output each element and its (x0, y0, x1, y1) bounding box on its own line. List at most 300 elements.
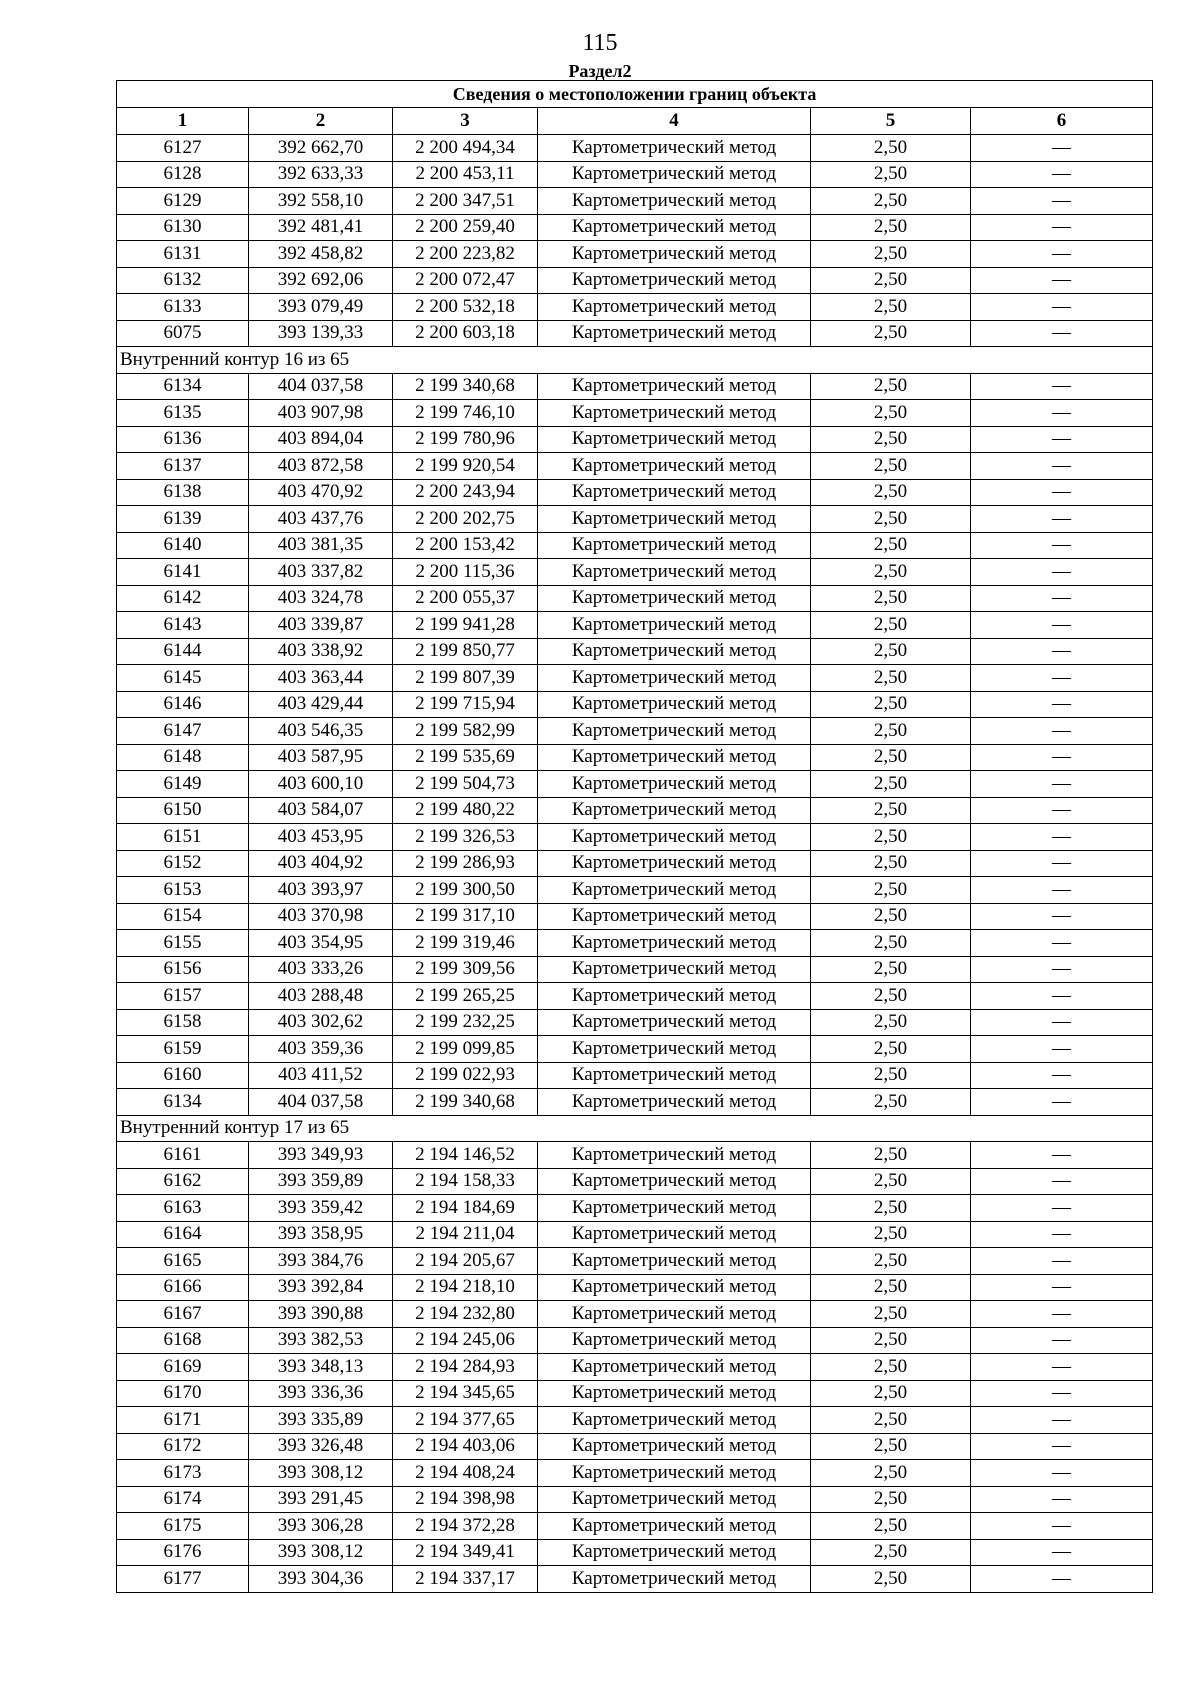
method-cell: Картометрический метод (538, 1248, 811, 1275)
x-coordinate-cell: 393 308,12 (249, 1539, 393, 1566)
point-number-cell: 6153 (117, 877, 249, 904)
description-cell: — (971, 1301, 1153, 1328)
x-coordinate-cell: 393 349,93 (249, 1142, 393, 1169)
y-coordinate-cell: 2 194 245,06 (393, 1327, 538, 1354)
description-cell: — (971, 559, 1153, 586)
y-coordinate-cell: 2 199 099,85 (393, 1036, 538, 1063)
method-cell: Картометрический метод (538, 161, 811, 188)
description-cell: — (971, 1354, 1153, 1381)
accuracy-cell: 2,50 (811, 1380, 971, 1407)
table-row (117, 1380, 1153, 1407)
x-coordinate-cell: 393 336,36 (249, 1380, 393, 1407)
y-coordinate-cell: 2 199 340,68 (393, 1089, 538, 1116)
point-number-cell: 6170 (117, 1380, 249, 1407)
page-number: 115 (582, 30, 618, 56)
description-cell: — (971, 161, 1153, 188)
point-number-cell: 6171 (117, 1407, 249, 1434)
point-number-cell: 6142 (117, 585, 249, 612)
table-row (117, 1407, 1153, 1434)
y-coordinate-cell: 2 194 345,65 (393, 1380, 538, 1407)
table-row (117, 1036, 1153, 1063)
column-number-1: 1 (117, 108, 249, 135)
accuracy-cell: 2,50 (811, 267, 971, 294)
x-coordinate-cell: 403 381,35 (249, 532, 393, 559)
table-row (117, 1274, 1153, 1301)
description-cell: — (971, 426, 1153, 453)
y-coordinate-cell: 2 199 582,99 (393, 718, 538, 745)
method-cell: Картометрический метод (538, 797, 811, 824)
y-coordinate-cell: 2 199 746,10 (393, 400, 538, 427)
method-cell: Картометрический метод (538, 638, 811, 665)
accuracy-cell: 2,50 (811, 135, 971, 162)
y-coordinate-cell: 2 199 480,22 (393, 797, 538, 824)
y-coordinate-cell: 2 199 300,50 (393, 877, 538, 904)
description-cell: — (971, 188, 1153, 215)
table-row (117, 691, 1153, 718)
description-cell: — (971, 1513, 1153, 1540)
x-coordinate-cell: 403 411,52 (249, 1062, 393, 1089)
method-cell: Картометрический метод (538, 1327, 811, 1354)
accuracy-cell: 2,50 (811, 956, 971, 983)
description-cell: — (971, 1407, 1153, 1434)
x-coordinate-cell: 403 437,76 (249, 506, 393, 533)
point-number-cell: 6150 (117, 797, 249, 824)
table-body (117, 135, 1153, 1593)
method-cell: Картометрический метод (538, 612, 811, 639)
description-cell: — (971, 903, 1153, 930)
x-coordinate-cell: 403 337,82 (249, 559, 393, 586)
description-cell: — (971, 506, 1153, 533)
accuracy-cell: 2,50 (811, 1195, 971, 1222)
method-cell: Картометрический метод (538, 267, 811, 294)
method-cell: Картометрический метод (538, 1407, 811, 1434)
description-cell: — (971, 824, 1153, 851)
y-coordinate-cell: 2 200 055,37 (393, 585, 538, 612)
accuracy-cell: 2,50 (811, 612, 971, 639)
description-cell: — (971, 744, 1153, 771)
x-coordinate-cell: 403 338,92 (249, 638, 393, 665)
method-cell: Картометрический метод (538, 1089, 811, 1116)
x-coordinate-cell: 393 306,28 (249, 1513, 393, 1540)
method-cell: Картометрический метод (538, 1460, 811, 1487)
table-caption: Сведения о местоположении границ объекта (117, 81, 1153, 108)
point-number-cell: 6129 (117, 188, 249, 215)
caption-row (117, 81, 1153, 108)
table-row (117, 744, 1153, 771)
y-coordinate-cell: 2 194 284,93 (393, 1354, 538, 1381)
y-coordinate-cell: 2 194 408,24 (393, 1460, 538, 1487)
description-cell: — (971, 1009, 1153, 1036)
point-number-cell: 6158 (117, 1009, 249, 1036)
table-row (117, 1433, 1153, 1460)
coordinates-table (116, 80, 1153, 1593)
x-coordinate-cell: 393 326,48 (249, 1433, 393, 1460)
y-coordinate-cell: 2 194 372,28 (393, 1513, 538, 1540)
x-coordinate-cell: 403 302,62 (249, 1009, 393, 1036)
method-cell: Картометрический метод (538, 744, 811, 771)
y-coordinate-cell: 2 194 377,65 (393, 1407, 538, 1434)
table-row (117, 983, 1153, 1010)
y-coordinate-cell: 2 200 153,42 (393, 532, 538, 559)
x-coordinate-cell: 393 382,53 (249, 1327, 393, 1354)
table-row (117, 1354, 1153, 1381)
point-number-cell: 6127 (117, 135, 249, 162)
y-coordinate-cell: 2 199 715,94 (393, 691, 538, 718)
x-coordinate-cell: 392 692,06 (249, 267, 393, 294)
method-cell: Картометрический метод (538, 1036, 811, 1063)
accuracy-cell: 2,50 (811, 1301, 971, 1328)
table-row (117, 320, 1153, 347)
accuracy-cell: 2,50 (811, 1248, 971, 1275)
accuracy-cell: 2,50 (811, 1460, 971, 1487)
description-cell: — (971, 983, 1153, 1010)
point-number-cell: 6164 (117, 1221, 249, 1248)
y-coordinate-cell: 2 194 398,98 (393, 1486, 538, 1513)
point-number-cell: 6075 (117, 320, 249, 347)
column-number-6: 6 (971, 108, 1153, 135)
description-cell: — (971, 1221, 1153, 1248)
accuracy-cell: 2,50 (811, 824, 971, 851)
method-cell: Картометрический метод (538, 559, 811, 586)
description-cell: — (971, 373, 1153, 400)
point-number-cell: 6175 (117, 1513, 249, 1540)
table-row (117, 585, 1153, 612)
y-coordinate-cell: 2 200 347,51 (393, 188, 538, 215)
table-row (117, 612, 1153, 639)
accuracy-cell: 2,50 (811, 214, 971, 241)
point-number-cell: 6135 (117, 400, 249, 427)
accuracy-cell: 2,50 (811, 1089, 971, 1116)
y-coordinate-cell: 2 199 326,53 (393, 824, 538, 851)
y-coordinate-cell: 2 199 850,77 (393, 638, 538, 665)
x-coordinate-cell: 393 308,12 (249, 1460, 393, 1487)
description-cell: — (971, 400, 1153, 427)
accuracy-cell: 2,50 (811, 1407, 971, 1434)
x-coordinate-cell: 403 363,44 (249, 665, 393, 692)
description-cell: — (971, 930, 1153, 957)
x-coordinate-cell: 393 384,76 (249, 1248, 393, 1275)
description-cell: — (971, 1433, 1153, 1460)
method-cell: Картометрический метод (538, 532, 811, 559)
accuracy-cell: 2,50 (811, 400, 971, 427)
x-coordinate-cell: 403 453,95 (249, 824, 393, 851)
description-cell: — (971, 585, 1153, 612)
y-coordinate-cell: 2 199 807,39 (393, 665, 538, 692)
accuracy-cell: 2,50 (811, 983, 971, 1010)
table-row (117, 135, 1153, 162)
x-coordinate-cell: 403 370,98 (249, 903, 393, 930)
x-coordinate-cell: 403 600,10 (249, 771, 393, 798)
table-row (117, 1539, 1153, 1566)
method-cell: Картометрический метод (538, 1539, 811, 1566)
method-cell: Картометрический метод (538, 983, 811, 1010)
point-number-cell: 6147 (117, 718, 249, 745)
description-cell: — (971, 241, 1153, 268)
method-cell: Картометрический метод (538, 1195, 811, 1222)
y-coordinate-cell: 2 200 453,11 (393, 161, 538, 188)
contour-header-row (117, 347, 1153, 374)
point-number-cell: 6137 (117, 453, 249, 480)
x-coordinate-cell: 392 481,41 (249, 214, 393, 241)
method-cell: Картометрический метод (538, 1301, 811, 1328)
table-row (117, 850, 1153, 877)
description-cell: — (971, 1142, 1153, 1169)
point-number-cell: 6143 (117, 612, 249, 639)
table-row (117, 718, 1153, 745)
y-coordinate-cell: 2 200 243,94 (393, 479, 538, 506)
x-coordinate-cell: 404 037,58 (249, 373, 393, 400)
column-number-4: 4 (538, 108, 811, 135)
table-row (117, 1248, 1153, 1275)
y-coordinate-cell: 2 199 941,28 (393, 612, 538, 639)
x-coordinate-cell: 392 458,82 (249, 241, 393, 268)
accuracy-cell: 2,50 (811, 1566, 971, 1593)
description-cell: — (971, 1062, 1153, 1089)
point-number-cell: 6134 (117, 1089, 249, 1116)
description-cell: — (971, 612, 1153, 639)
description-cell: — (971, 479, 1153, 506)
point-number-cell: 6174 (117, 1486, 249, 1513)
x-coordinate-cell: 403 429,44 (249, 691, 393, 718)
table-row (117, 1221, 1153, 1248)
point-number-cell: 6130 (117, 214, 249, 241)
table-row (117, 1566, 1153, 1593)
x-coordinate-cell: 403 872,58 (249, 453, 393, 480)
accuracy-cell: 2,50 (811, 797, 971, 824)
accuracy-cell: 2,50 (811, 320, 971, 347)
y-coordinate-cell: 2 194 211,04 (393, 1221, 538, 1248)
column-number-2: 2 (249, 108, 393, 135)
method-cell: Картометрический метод (538, 1142, 811, 1169)
method-cell: Картометрический метод (538, 1009, 811, 1036)
accuracy-cell: 2,50 (811, 718, 971, 745)
method-cell: Картометрический метод (538, 585, 811, 612)
x-coordinate-cell: 393 139,33 (249, 320, 393, 347)
table-row (117, 930, 1153, 957)
table-row (117, 771, 1153, 798)
table-row (117, 877, 1153, 904)
description-cell: — (971, 1089, 1153, 1116)
table-row (117, 903, 1153, 930)
description-cell: — (971, 1460, 1153, 1487)
table-row (117, 1009, 1153, 1036)
method-cell: Картометрический метод (538, 1221, 811, 1248)
x-coordinate-cell: 403 584,07 (249, 797, 393, 824)
y-coordinate-cell: 2 194 232,80 (393, 1301, 538, 1328)
point-number-cell: 6173 (117, 1460, 249, 1487)
x-coordinate-cell: 392 558,10 (249, 188, 393, 215)
y-coordinate-cell: 2 199 286,93 (393, 850, 538, 877)
x-coordinate-cell: 392 662,70 (249, 135, 393, 162)
contour-header-row (117, 1115, 1153, 1142)
point-number-cell: 6168 (117, 1327, 249, 1354)
description-cell: — (971, 1195, 1153, 1222)
point-number-cell: 6152 (117, 850, 249, 877)
y-coordinate-cell: 2 199 309,56 (393, 956, 538, 983)
method-cell: Картометрический метод (538, 214, 811, 241)
accuracy-cell: 2,50 (811, 506, 971, 533)
table-row (117, 1142, 1153, 1169)
contour-label: Внутренний контур 17 из 65 (117, 1115, 1153, 1142)
method-cell: Картометрический метод (538, 771, 811, 798)
accuracy-cell: 2,50 (811, 426, 971, 453)
description-cell: — (971, 1327, 1153, 1354)
accuracy-cell: 2,50 (811, 744, 971, 771)
point-number-cell: 6140 (117, 532, 249, 559)
y-coordinate-cell: 2 199 920,54 (393, 453, 538, 480)
x-coordinate-cell: 393 079,49 (249, 294, 393, 321)
point-number-cell: 6166 (117, 1274, 249, 1301)
point-number-cell: 6145 (117, 665, 249, 692)
table-row (117, 400, 1153, 427)
table-row (117, 532, 1153, 559)
description-cell: — (971, 797, 1153, 824)
x-coordinate-cell: 403 587,95 (249, 744, 393, 771)
x-coordinate-cell: 403 470,92 (249, 479, 393, 506)
description-cell: — (971, 1168, 1153, 1195)
table-row (117, 1301, 1153, 1328)
table-row (117, 1195, 1153, 1222)
method-cell: Картометрический метод (538, 506, 811, 533)
x-coordinate-cell: 404 037,58 (249, 1089, 393, 1116)
description-cell: — (971, 453, 1153, 480)
table-row (117, 373, 1153, 400)
table-row (117, 1327, 1153, 1354)
y-coordinate-cell: 2 199 022,93 (393, 1062, 538, 1089)
accuracy-cell: 2,50 (811, 1062, 971, 1089)
description-cell: — (971, 850, 1153, 877)
table-row (117, 1486, 1153, 1513)
point-number-cell: 6165 (117, 1248, 249, 1275)
x-coordinate-cell: 393 291,45 (249, 1486, 393, 1513)
point-number-cell: 6159 (117, 1036, 249, 1063)
contour-label: Внутренний контур 16 из 65 (117, 347, 1153, 374)
point-number-cell: 6128 (117, 161, 249, 188)
accuracy-cell: 2,50 (811, 877, 971, 904)
table-row (117, 1460, 1153, 1487)
accuracy-cell: 2,50 (811, 691, 971, 718)
point-number-cell: 6169 (117, 1354, 249, 1381)
method-cell: Картометрический метод (538, 1513, 811, 1540)
x-coordinate-cell: 403 546,35 (249, 718, 393, 745)
x-coordinate-cell: 403 393,97 (249, 877, 393, 904)
y-coordinate-cell: 2 199 232,25 (393, 1009, 538, 1036)
y-coordinate-cell: 2 200 202,75 (393, 506, 538, 533)
y-coordinate-cell: 2 200 223,82 (393, 241, 538, 268)
description-cell: — (971, 1380, 1153, 1407)
accuracy-cell: 2,50 (811, 1513, 971, 1540)
point-number-cell: 6176 (117, 1539, 249, 1566)
accuracy-cell: 2,50 (811, 1433, 971, 1460)
description-cell: — (971, 718, 1153, 745)
description-cell: — (971, 638, 1153, 665)
method-cell: Картометрический метод (538, 1274, 811, 1301)
method-cell: Картометрический метод (538, 1486, 811, 1513)
y-coordinate-cell: 2 200 494,34 (393, 135, 538, 162)
table-row (117, 241, 1153, 268)
accuracy-cell: 2,50 (811, 1036, 971, 1063)
method-cell: Картометрический метод (538, 1354, 811, 1381)
x-coordinate-cell: 393 390,88 (249, 1301, 393, 1328)
method-cell: Картометрический метод (538, 1380, 811, 1407)
column-number-5: 5 (811, 108, 971, 135)
description-cell: — (971, 532, 1153, 559)
method-cell: Картометрический метод (538, 824, 811, 851)
x-coordinate-cell: 393 359,42 (249, 1195, 393, 1222)
method-cell: Картометрический метод (538, 241, 811, 268)
x-coordinate-cell: 403 333,26 (249, 956, 393, 983)
table-row (117, 1513, 1153, 1540)
description-cell: — (971, 320, 1153, 347)
accuracy-cell: 2,50 (811, 1009, 971, 1036)
y-coordinate-cell: 2 199 265,25 (393, 983, 538, 1010)
point-number-cell: 6139 (117, 506, 249, 533)
method-cell: Картометрический метод (538, 479, 811, 506)
x-coordinate-cell: 403 354,95 (249, 930, 393, 957)
description-cell: — (971, 267, 1153, 294)
x-coordinate-cell: 403 404,92 (249, 850, 393, 877)
table-row (117, 506, 1153, 533)
point-number-cell: 6162 (117, 1168, 249, 1195)
y-coordinate-cell: 2 199 535,69 (393, 744, 538, 771)
point-number-cell: 6144 (117, 638, 249, 665)
y-coordinate-cell: 2 200 259,40 (393, 214, 538, 241)
y-coordinate-cell: 2 194 158,33 (393, 1168, 538, 1195)
accuracy-cell: 2,50 (811, 453, 971, 480)
accuracy-cell: 2,50 (811, 1539, 971, 1566)
y-coordinate-cell: 2 200 532,18 (393, 294, 538, 321)
y-coordinate-cell: 2 199 780,96 (393, 426, 538, 453)
method-cell: Картометрический метод (538, 426, 811, 453)
y-coordinate-cell: 2 199 319,46 (393, 930, 538, 957)
accuracy-cell: 2,50 (811, 532, 971, 559)
point-number-cell: 6172 (117, 1433, 249, 1460)
x-coordinate-cell: 403 339,87 (249, 612, 393, 639)
point-number-cell: 6141 (117, 559, 249, 586)
point-number-cell: 6151 (117, 824, 249, 851)
x-coordinate-cell: 393 359,89 (249, 1168, 393, 1195)
x-coordinate-cell: 403 359,36 (249, 1036, 393, 1063)
x-coordinate-cell: 393 392,84 (249, 1274, 393, 1301)
table-row (117, 453, 1153, 480)
accuracy-cell: 2,50 (811, 479, 971, 506)
y-coordinate-cell: 2 194 184,69 (393, 1195, 538, 1222)
column-number-3: 3 (393, 108, 538, 135)
y-coordinate-cell: 2 194 337,17 (393, 1566, 538, 1593)
point-number-cell: 6154 (117, 903, 249, 930)
accuracy-cell: 2,50 (811, 1327, 971, 1354)
y-coordinate-cell: 2 194 349,41 (393, 1539, 538, 1566)
x-coordinate-cell: 403 907,98 (249, 400, 393, 427)
point-number-cell: 6133 (117, 294, 249, 321)
table-row (117, 665, 1153, 692)
description-cell: — (971, 956, 1153, 983)
table-row (117, 559, 1153, 586)
point-number-cell: 6163 (117, 1195, 249, 1222)
method-cell: Картометрический метод (538, 1062, 811, 1089)
table-row (117, 214, 1153, 241)
x-coordinate-cell: 392 633,33 (249, 161, 393, 188)
y-coordinate-cell: 2 200 115,36 (393, 559, 538, 586)
method-cell: Картометрический метод (538, 373, 811, 400)
description-cell: — (971, 135, 1153, 162)
y-coordinate-cell: 2 199 317,10 (393, 903, 538, 930)
accuracy-cell: 2,50 (811, 161, 971, 188)
accuracy-cell: 2,50 (811, 188, 971, 215)
point-number-cell: 6138 (117, 479, 249, 506)
table-row (117, 956, 1153, 983)
y-coordinate-cell: 2 199 340,68 (393, 373, 538, 400)
